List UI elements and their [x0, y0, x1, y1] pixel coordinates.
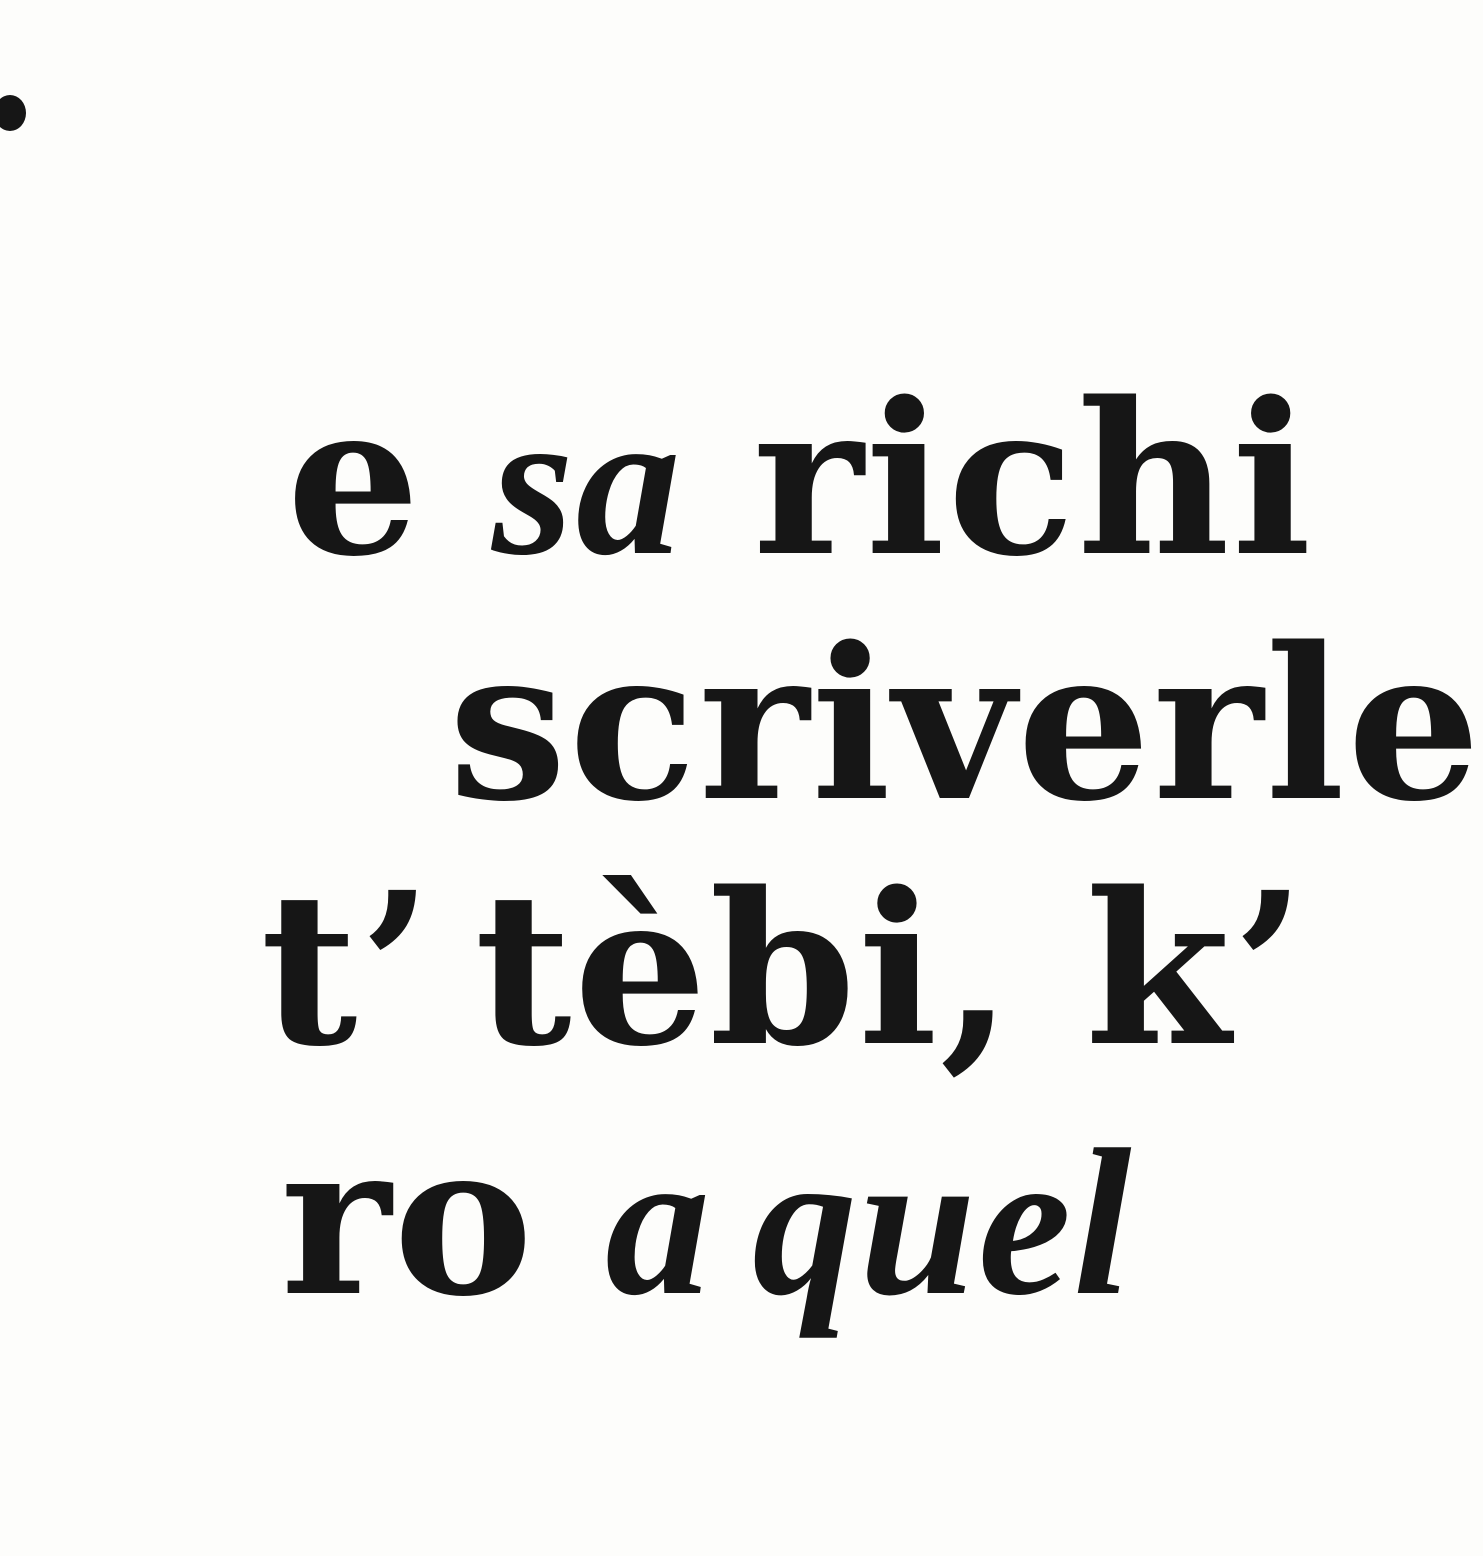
word-t-apostrophe: t’ [260, 846, 435, 1093]
word-a-italic: a [605, 1107, 713, 1339]
punctuation-dot-fragment [0, 95, 26, 131]
word-k-apostrophe: k’ [1084, 846, 1308, 1093]
word-e: e [286, 356, 423, 603]
word-sa-italic: sa [492, 367, 683, 599]
word-tebi: tèbi [474, 846, 940, 1093]
comma: , [939, 846, 1015, 1093]
word-quel-italic: quel [752, 1107, 1134, 1339]
text-line-4 [0, 905, 1134, 1538]
word-scriverle: scriverle [448, 601, 1483, 848]
word-ro: ro [280, 1096, 536, 1343]
word-richi: richi [752, 356, 1314, 603]
